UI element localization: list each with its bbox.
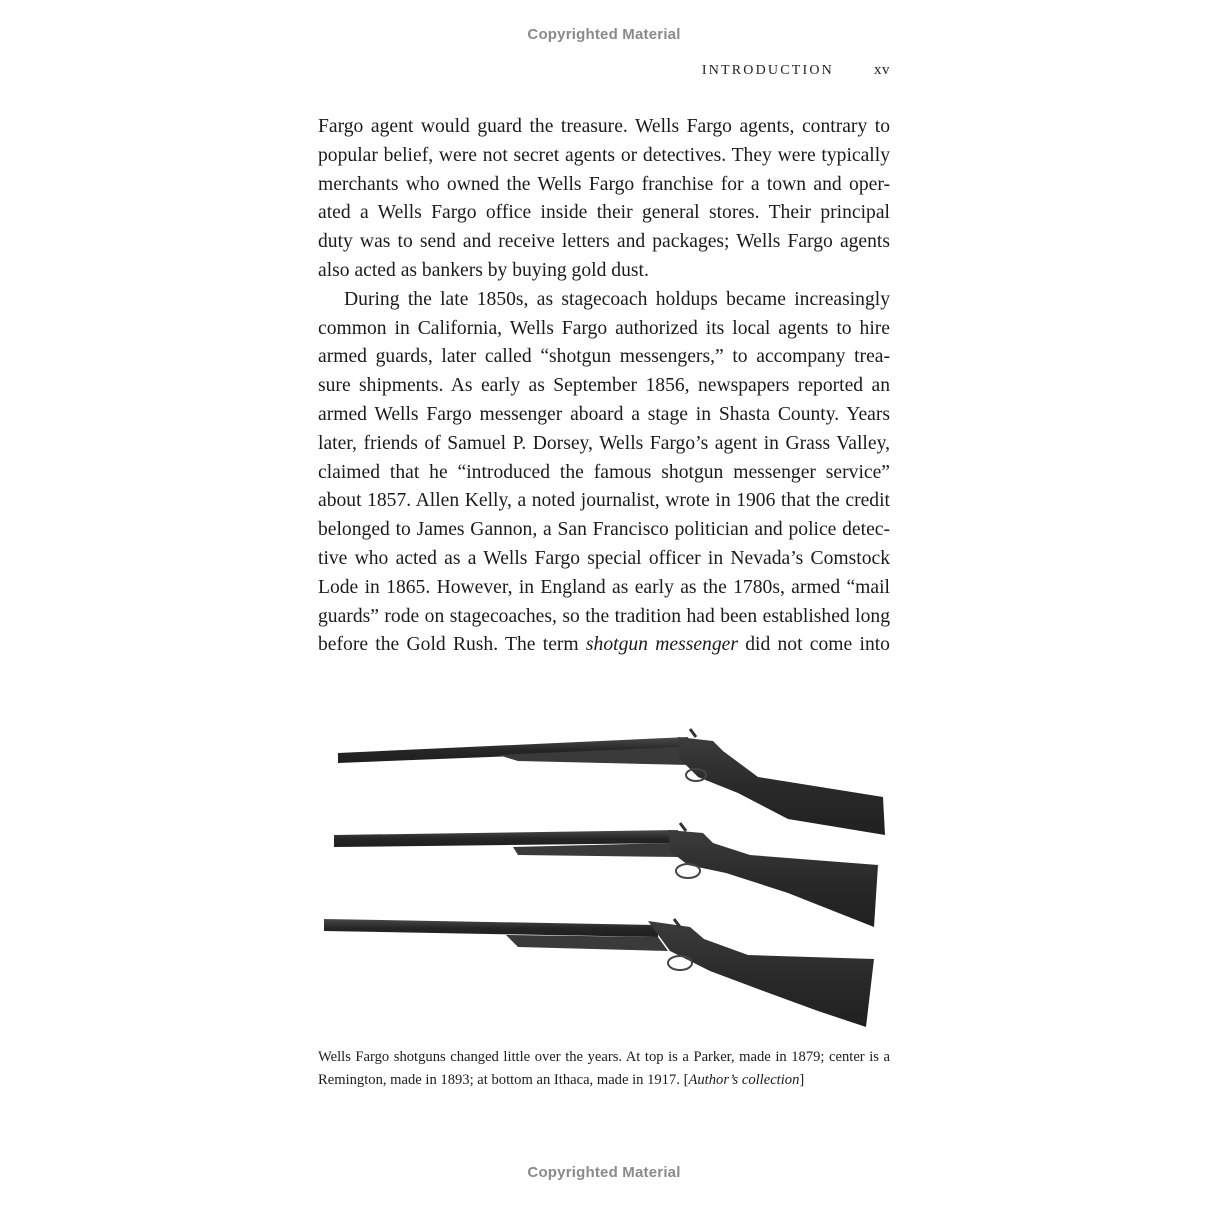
text-line: Fargo agent would guard the treasure. Wells Fargo agents, contrary to — [318, 116, 890, 137]
ithaca-shotgun — [324, 919, 874, 1027]
caption-line — [318, 1069, 890, 1092]
text-line: later, friends of Samuel P. Dorsey, Wells Fargo’s agent in Grass Valley, — [318, 432, 890, 454]
caption-line: Wells Fargo shotguns changed little over the years. At top is a Parker, made in 1879; center is a — [318, 1049, 890, 1065]
text-line: about 1857. Allen Kelly, a noted journalist, wrote in 1906 that the credit — [318, 490, 890, 512]
text-line: common in California, Wells Fargo authorized its local agents to hire — [318, 317, 890, 339]
caption-bracket: ] — [799, 1072, 805, 1088]
text-line: duty was to send and receive letters and packages; Wells Fargo agents — [318, 231, 890, 253]
text-line: tive who acted as a Wells Fargo special officer in Nevada’s Comstock — [318, 547, 890, 569]
text-line: ated a Wells Fargo office inside their general stores. Their principal — [318, 202, 890, 224]
text-line: popular belief, were not secret agents or detectives. They were typically — [318, 144, 890, 166]
parker-shotgun — [338, 729, 885, 835]
text-segment: before the Gold Rush. The term — [318, 634, 586, 656]
page-number: xv — [874, 62, 890, 78]
text-line: belonged to James Gannon, a San Francisco politician and police detec- — [318, 519, 890, 541]
text-line: During the late 1850s, as stagecoach holdups became increasingly — [344, 288, 890, 310]
running-head — [702, 62, 890, 79]
text-line: guards” rode on stagecoaches, so the tradition had been established long — [318, 605, 890, 627]
running-head-section: INTRODUCTION — [701, 63, 834, 78]
text-line: armed Wells Fargo messenger aboard a stage in Shasta County. Years — [318, 403, 890, 425]
italic-term: shotgun messenger — [585, 634, 738, 656]
shotguns-photo — [318, 715, 890, 1035]
text-line — [318, 631, 890, 660]
text-line: merchants who owned the Wells Fargo franchise for a town and oper- — [318, 173, 890, 195]
text-line: Lode in 1865. However, in England as early as the 1780s, armed “mail — [318, 576, 890, 598]
paragraph-1 — [318, 113, 890, 286]
text-line: claimed that he “introduced the famous shotgun messenger service” — [318, 461, 890, 483]
paragraph-2 — [318, 286, 890, 660]
text-line: also acted as bankers by buying gold dust. — [318, 259, 649, 281]
copyright-watermark-bottom: Copyrighted Material — [527, 1164, 681, 1181]
text-line: armed guards, later called “shotgun messengers,” to accompany trea- — [318, 346, 890, 368]
photo-credit: Author’s collection — [688, 1072, 800, 1088]
text-segment: did not come into — [737, 634, 890, 656]
caption-text: Remington, made in 1893; at bottom an Ithaca, made in 1917. [ — [318, 1072, 689, 1088]
text-line: sure shipments. As early as September 1856, newspapers reported an — [318, 375, 890, 397]
copyright-watermark-top: Copyrighted Material — [527, 26, 681, 43]
body-text — [318, 113, 890, 660]
remington-shotgun — [334, 823, 878, 927]
figure-caption — [318, 1046, 890, 1092]
